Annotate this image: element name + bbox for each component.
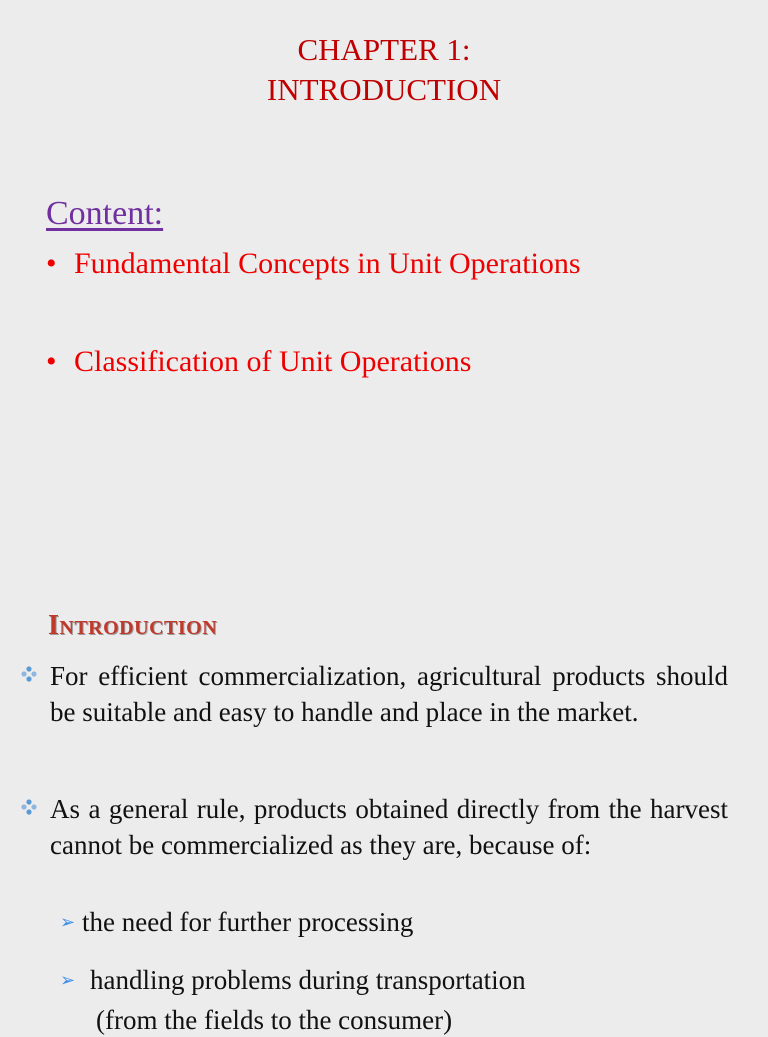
- content-heading: Content:: [46, 195, 164, 232]
- chapter-title: [0, 30, 768, 110]
- sub-item-continuation: (from the fields to the consumer): [96, 1005, 453, 1035]
- content-item: [46, 344, 471, 380]
- paragraph-text: For efficient commercialization, agricultural products should be suitable and easy to handle and place in the market.: [50, 661, 728, 727]
- introduction-heading: Introduction: [48, 610, 218, 641]
- slide-introduction: [0, 560, 768, 1035]
- bullet-icon: •: [46, 345, 57, 378]
- sub-item-text: handling problems during transportation: [90, 965, 526, 995]
- sub-item-text: the need for further processing: [82, 907, 414, 937]
- paragraph-text: As a general rule, products obtained directly from the harvest cannot be commercialized as they are, because of:: [50, 794, 728, 860]
- sub-item: [60, 905, 413, 939]
- bullet-icon: •: [46, 247, 57, 280]
- content-item-label: Classification of Unit Operations: [74, 345, 472, 378]
- chapter-name: INTRODUCTION: [266, 72, 502, 107]
- diamond-bullet-icon: [20, 798, 38, 816]
- content-item: [46, 246, 581, 282]
- paragraph-item: [20, 658, 728, 730]
- content-item-label: Fundamental Concepts in Unit Operations: [74, 247, 581, 280]
- arrow-bullet-icon: ➢: [60, 912, 76, 932]
- diamond-bullet-icon: [20, 665, 38, 683]
- paragraph-item: [20, 791, 728, 863]
- arrow-bullet-icon: ➢: [60, 970, 76, 990]
- chapter-number: CHAPTER 1:: [297, 32, 471, 67]
- sub-item: [60, 963, 526, 997]
